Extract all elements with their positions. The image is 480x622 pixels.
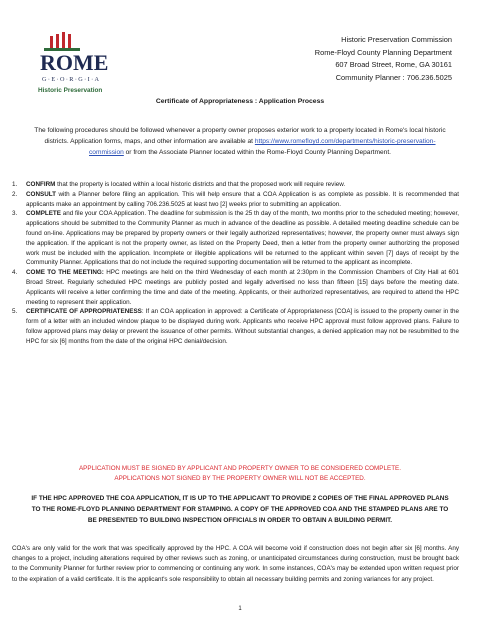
step-text: : If an COA application in approved: a Certificate of Appropriateness [COA] is issued to the property owner in the form of a letter with an included window plaque to be displayed during work. Applicants who receive HPC approval must follow approved plans. Failure to follow approved plans may delay or prevent the issuance of other permits. Without substantial changes, a denied application may not be resubmitted to the HPC for six [6] months from the date of the original HPC denial/decision. bbox=[26, 308, 459, 345]
procedure-steps-list bbox=[12, 180, 459, 347]
logo-state: G·E·O·R·G·I·A bbox=[42, 76, 101, 83]
step-number: 5. bbox=[12, 308, 18, 316]
step-text: HPC meetings are held on the third Wednesday of each month at 2:30pm in the Commission Chambers of City Hall at 601 Broad Street. Regularly scheduled HPC meetings are publicly posted and legally advertised no less than fifteen [15] days before the meeting date. Applicants will receive a letter confirming the time and date of the meeting. Applicants, or their authorized representatives, are required to attend the HPC meeting to represent their application. bbox=[26, 269, 459, 306]
step-complete bbox=[12, 209, 459, 268]
intro-paragraph bbox=[32, 125, 448, 158]
warning-line-2: APPLICATIONS NOT SIGNED BY THE PROPERTY OWNER WILL NOT BE ACCEPTED. bbox=[114, 475, 366, 482]
warning-line-1: APPLICATION MUST BE SIGNED BY APPLICANT AND PROPERTY OWNER TO BE CONSIDERED COMPLETE. bbox=[78, 465, 402, 472]
step-lead: COME TO THE MEETING: bbox=[26, 269, 104, 277]
document-title: Certificate of Appropriateness : Application Process bbox=[155, 98, 325, 105]
logo-tagline: Historic Preservation bbox=[38, 87, 103, 94]
coa-validity-paragraph: COA's are only valid for the work that was specifically approved by the HPC. A COA will become void if construction does not begin after six [6] months. Any changes to a project, including alterations required by other reviews such as zoning, or unanticipated circumstances during construction, must be brought back to the Community Planner for further review prior to commencing or continuing any work. In some instances, COA's may be extended upon written request prior to the expiration of a valid certificate. It is the applicant's sole responsibility to obtain all necessary building permits and zoning variances for any project. bbox=[12, 545, 459, 583]
intro-text: The following procedures should be followed whenever a property owner proposes exterior work to a property located in Rome's local historic districts. Application forms, maps, and other information are available at bbox=[34, 127, 446, 145]
step-text: that the property is located within a local historic districts and that the proposed work will require review. bbox=[55, 181, 346, 188]
intro-after-text: or from the Associate Planner located within the Rome-Floyd County Planning Department. bbox=[123, 149, 391, 156]
agency-name: Historic Preservation Commission bbox=[341, 35, 452, 44]
step-lead: COMPLETE bbox=[26, 210, 61, 218]
step-consult bbox=[12, 190, 459, 210]
agency-address: 607 Broad Street, Rome, GA 30161 bbox=[335, 60, 452, 70]
agency-phone: Community Planner : 706.236.5025 bbox=[335, 72, 452, 82]
logo-wordmark: ROME bbox=[40, 50, 109, 75]
approved-plans-notice: IF THE HPC APPROVED THE COA APPLICATION, IT IS UP TO THE APPLICANT TO PROVIDE 2 COPIES OF THE FINAL APPROVED PLANS TO THE ROME-FLOYD PLANNING DEPARTMENT FOR STAMPING. A COPY OF THE APPROVED COA AND THE STAMPED PLANS ARE TO BE PRESENTED TO BUILDING INSPECTION OFFICIALS IN ORDER TO OBTAIN A BUILDING PERMIT. bbox=[31, 495, 449, 524]
step-number: 4. bbox=[12, 269, 18, 277]
step-meeting bbox=[12, 268, 459, 307]
step-certificate bbox=[12, 307, 459, 346]
step-confirm bbox=[12, 180, 459, 190]
agency-department: Rome-Floyd County Planning Department bbox=[314, 47, 452, 57]
step-number: 1. bbox=[12, 181, 18, 188]
step-text: with a Planner before filing an application. This will help ensure that a COA Application is as complete as possible. It is recommended that applicants make an appointment by calling 706.236.5025 at least two [2] weeks prior to submitting an application. bbox=[26, 190, 459, 208]
step-lead: CERTIFICATE OF APPROPRIATENESS bbox=[26, 308, 142, 316]
step-lead: CONFIRM bbox=[26, 181, 56, 188]
rome-georgia-logo bbox=[36, 30, 156, 96]
step-number: 3. bbox=[12, 210, 18, 218]
step-text: and file your COA Application. The deadline for submission is the 25 th day of the month, two months prior to the scheduled meeting; however, applications should be submitted to the Community Planner as much in advance of the deadline as possible. A detailed meeting deadline schedule can be found on-line. Applications may be prepared by property owners or their legally authorized representatives; however, the property owner must always sign the application. If the applicant is not the property owner, as listed on the Property Deed, then a letter from the property owner authorizing the proposed work must be included with the application. Incomplete or illegible applications will be returned to the applicant within seven [7] days of receipt by the Community Planner. Applications that do not include the required supporting documentation will be returned to the applicant as incomplete. bbox=[26, 210, 459, 267]
hpc-website-link[interactable]: https://www.romefloyd.com/departments/historic-preservation-commission bbox=[89, 138, 436, 156]
agency-contact-block bbox=[315, 34, 452, 84]
step-lead: CONSULT bbox=[26, 190, 56, 198]
rome-logo-graphic bbox=[36, 30, 156, 96]
signature-warning bbox=[0, 464, 480, 484]
step-number: 2. bbox=[12, 190, 18, 198]
page-number: 1 bbox=[238, 606, 242, 612]
